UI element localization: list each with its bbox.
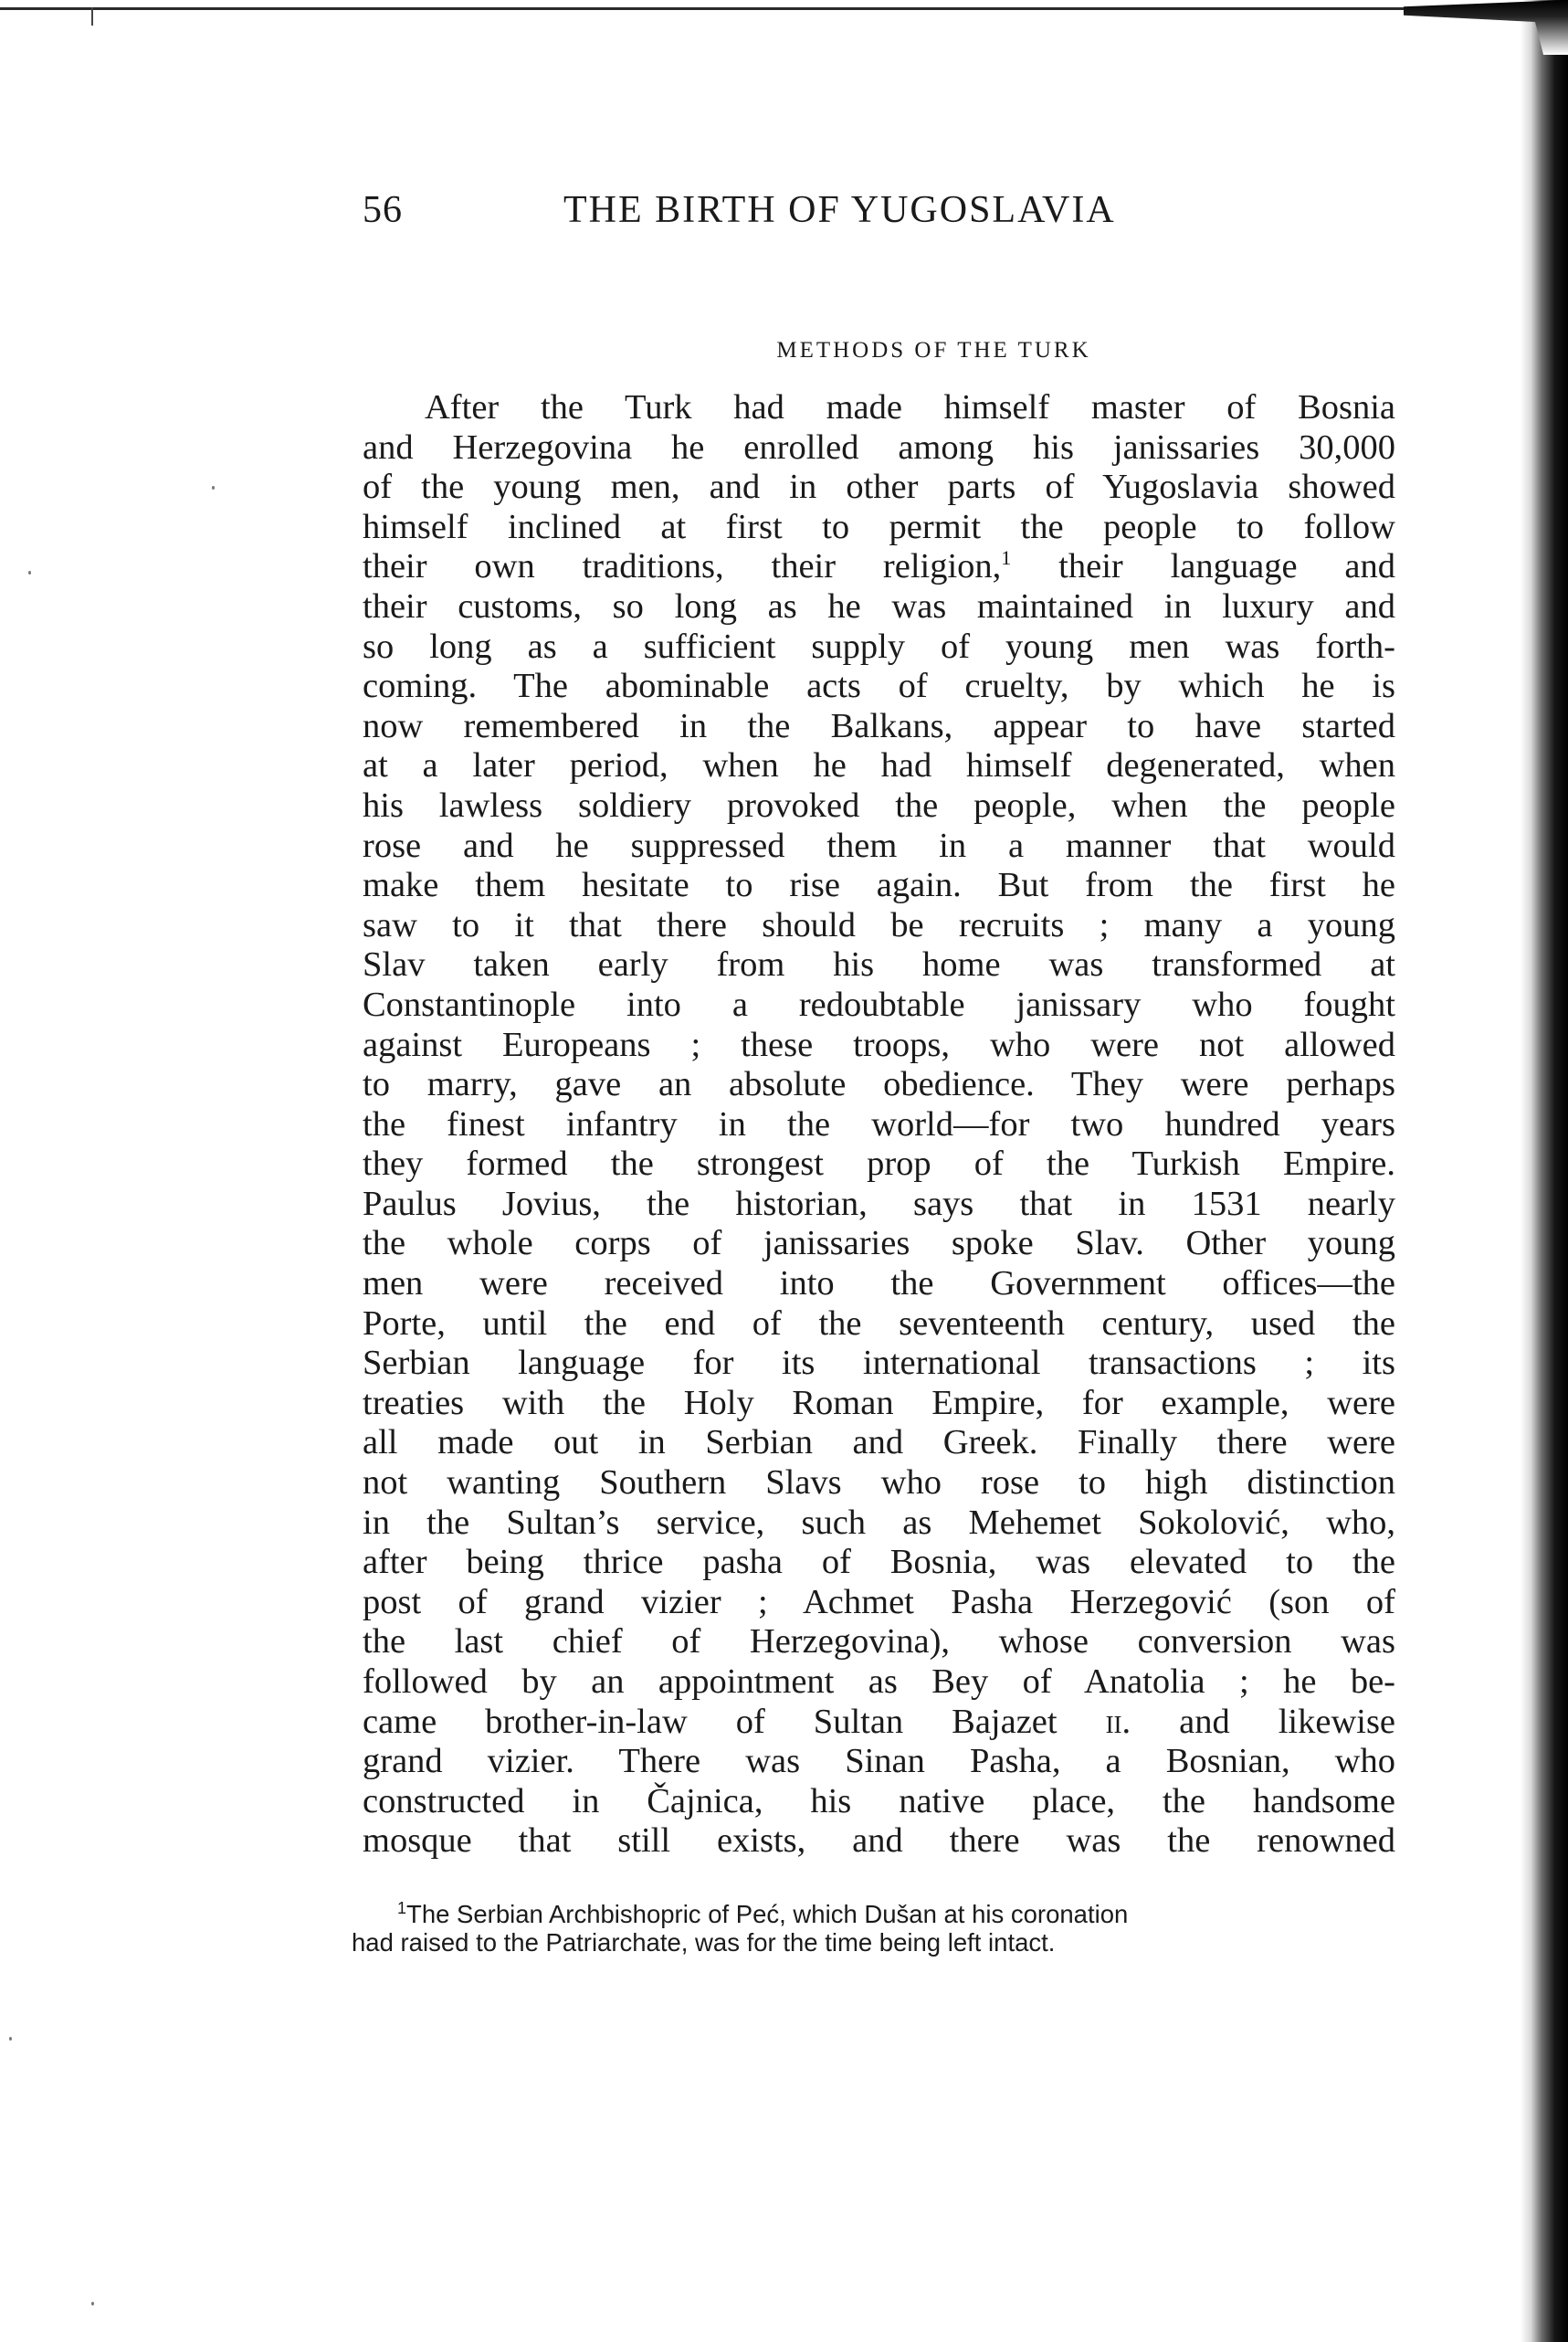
- text-line: post of grand vizier ; Achmet Pasha Herzegović (son of: [363, 1582, 1395, 1621]
- text-line: against Europeans ; these troops, who were not allowed: [363, 1025, 1395, 1064]
- footnote-line: [352, 1900, 1395, 1928]
- page-number: 56: [363, 189, 403, 231]
- text-line-part: came brother-in-law of Sultan Bajazet: [363, 1702, 1106, 1741]
- text-line: make them hesitate to rise again. But from the first he: [363, 866, 1395, 905]
- scan-right-edge: [1521, 0, 1568, 2342]
- text-line: himself inclined at first to permit the people to follow: [363, 507, 1395, 546]
- scan-top-mark: [91, 7, 93, 26]
- text-line: now remembered in the Balkans, appear to have started: [363, 706, 1395, 745]
- text-line: at a later period, when he had himself degenerated, when: [363, 746, 1395, 786]
- text-line: to marry, gave an absolute obedience. They were perhaps: [363, 1065, 1395, 1104]
- text-line: the finest infantry in the world—for two hundred years: [363, 1104, 1395, 1144]
- text-line: the whole corps of janissaries spoke Slav. Other young: [363, 1224, 1395, 1263]
- text-line: all made out in Serbian and Greek. Finally there were: [363, 1423, 1395, 1462]
- text-line: coming. The abominable acts of cruelty, by which he is: [363, 667, 1395, 706]
- text-line: constructed in Čajnica, his native place, the handsome: [363, 1781, 1395, 1820]
- text-line: saw to it that there should be recruits ; many a young: [363, 905, 1395, 944]
- scan-speck: [9, 2037, 12, 2041]
- text-line: treaties with the Holy Roman Empire, for example, were: [363, 1383, 1395, 1422]
- text-line: followed by an appointment as Bey of Anatolia ; he be-: [363, 1662, 1395, 1701]
- scan-speck: [91, 2302, 94, 2305]
- text-line: the last chief of Herzegovina), whose conversion was: [363, 1622, 1395, 1662]
- running-head: [363, 188, 1276, 243]
- text-line: mosque that still exists, and there was the renowned: [363, 1821, 1395, 1861]
- footnote: [352, 1900, 1395, 1957]
- text-line-part: and likewise: [1131, 1702, 1396, 1741]
- text-line: Porte, until the end of the seventeenth century, used the: [363, 1303, 1395, 1343]
- text-line: After the Turk had made himself master of Bosnia: [425, 388, 1395, 427]
- text-line: Paulus Jovius, the historian, says that in 1531 nearly: [363, 1184, 1395, 1223]
- section-heading: METHODS OF THE TURK: [776, 338, 1091, 363]
- footnote-line: had raised to the Patriarchate, was for the time being left intact.: [352, 1928, 1056, 1957]
- text-line: grand vizier. There was Sinan Pasha, a Bosnian, who: [363, 1742, 1395, 1781]
- text-line: of the young men, and in other parts of Yugoslavia showed: [363, 468, 1395, 507]
- text-line-part: their own traditions, their religion,: [363, 547, 1002, 586]
- text-line: and Herzegovina he enrolled among his janissaries 30,000: [363, 427, 1395, 467]
- text-line: in the Sultan’s service, such as Mehemet Sokolović, who,: [363, 1503, 1395, 1542]
- scan-speck: [212, 486, 215, 490]
- footnote-reference: 1: [1001, 546, 1012, 570]
- roman-numeral: ii.: [1105, 1702, 1131, 1741]
- scan-top-edge: [0, 7, 1552, 10]
- text-line: Serbian language for its international transactions ; its: [363, 1344, 1395, 1383]
- scan-corner-shadow: [1404, 0, 1568, 55]
- text-line-part: their language and: [1011, 547, 1395, 586]
- footnote-text: The Serbian Archbishopric of Peć, which Dušan at his coronation: [406, 1900, 1129, 1928]
- scan-speck: [28, 571, 31, 575]
- text-line: Slav taken early from his home was transformed at: [363, 945, 1395, 985]
- text-line: Constantinople into a redoubtable janissary who fought: [363, 985, 1395, 1024]
- text-line: his lawless soldiery provoked the people, when the people: [363, 786, 1395, 825]
- text-line: not wanting Southern Slavs who rose to high distinction: [363, 1463, 1395, 1503]
- text-line: they formed the strongest prop of the Turkish Empire.: [363, 1145, 1395, 1184]
- book-title: THE BIRTH OF YUGOSLAVIA: [563, 189, 1116, 231]
- text-line: [363, 547, 1395, 587]
- text-line: men were received into the Government offices—the: [363, 1264, 1395, 1303]
- text-line: [363, 1703, 1395, 1743]
- text-line: after being thrice pasha of Bosnia, was elevated to the: [363, 1543, 1395, 1582]
- text-line: their customs, so long as he was maintained in luxury and: [363, 586, 1395, 626]
- footnote-marker: 1: [397, 1899, 407, 1917]
- body-paragraph: [363, 388, 1395, 1862]
- text-line: rose and he suppressed them in a manner that would: [363, 826, 1395, 865]
- text-line: so long as a sufficient supply of young men was forth-: [363, 627, 1395, 666]
